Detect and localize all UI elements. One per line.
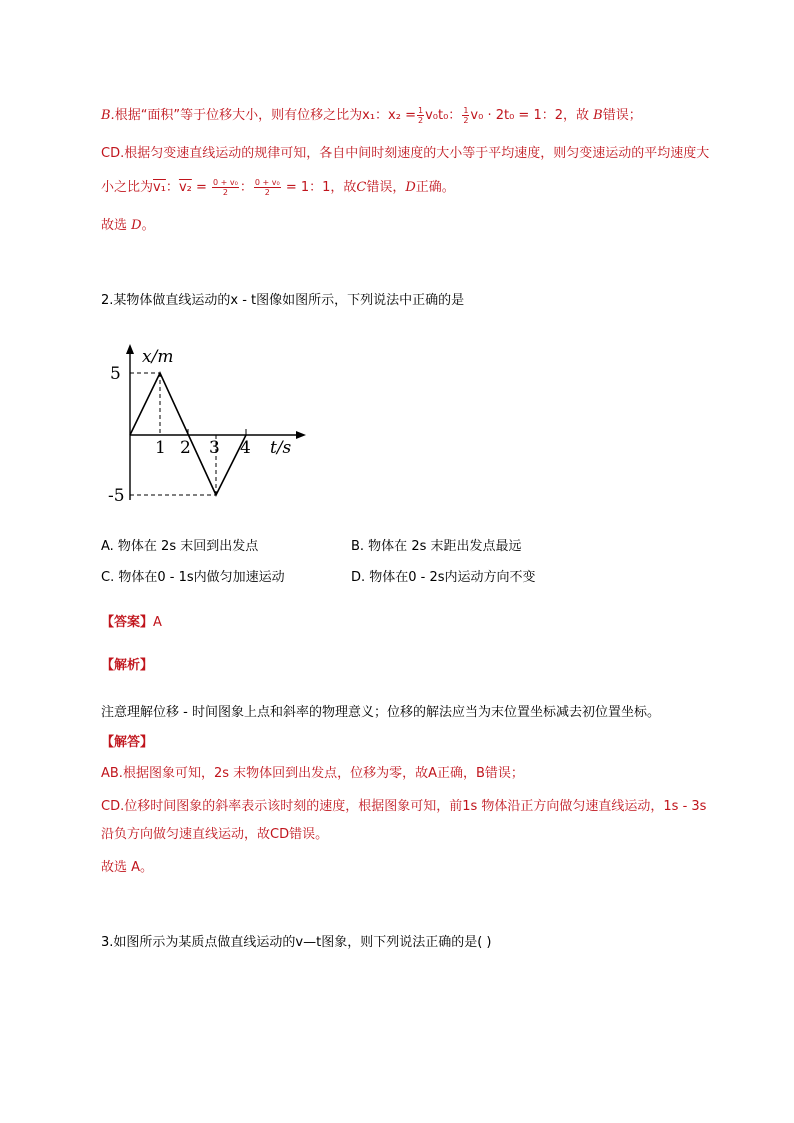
y-axis-arrow xyxy=(126,344,134,354)
answer-tag: 【答案】 xyxy=(101,615,154,630)
fraction: $\frac{1}{2}$ xyxy=(418,106,424,125)
q2-answer xyxy=(101,613,162,633)
q2-solution-tag: 【解答】 xyxy=(101,735,154,750)
q2-analysis-tag: 【解析】 xyxy=(101,658,154,673)
q3-stem: 3.如图所示为某质点做直线运动的v—t图象，则下列说法正确的是( ) xyxy=(101,935,492,950)
answer-value: A xyxy=(153,615,162,630)
y-tick-pos: 5 xyxy=(110,364,121,384)
x-tick-label: 3 xyxy=(209,438,220,458)
x-tick-label: 1 xyxy=(155,438,166,458)
q2-solution-ab: AB.根据图象可知，2s 末物体回到出发点，位移为零，故A正确，B错误； xyxy=(101,766,524,781)
q2-stem: 2.某物体做直线运动的x - t图像如图所示，下列说法中正确的是 xyxy=(101,293,465,308)
q1-choose: 故选 D。 xyxy=(101,218,155,233)
q2-option-a[interactable]: A. 物体在 2s 末回到出发点 xyxy=(101,539,259,554)
x-tick-label: 4 xyxy=(240,438,251,458)
q2-xt-graph xyxy=(100,340,320,510)
q2-solution-cd1: CD.位移时间图象的斜率表示该时刻的速度，根据图象可知，前1s 物体沿正方向做匀速直线运动，1s - 3s xyxy=(101,799,707,814)
q2-option-b[interactable]: B. 物体在 2s 末距出发点最远 xyxy=(351,539,522,554)
fraction: $\frac{\text{0 + v₀}}{2}$ xyxy=(213,178,238,197)
q1-cd-line2: 小之比为v₁：v₂ = $\frac{\text{0 + v₀}}{2}$ ： $\frac{\text{0 + v₀}}{2}$ = 1：1，故C错误，D正确。 xyxy=(101,178,455,197)
fraction: $\frac{\text{0 + v₀}}{2}$ xyxy=(254,178,280,197)
q2-option-c[interactable]: C. 物体在0 - 1s内做匀加速运动 xyxy=(101,570,285,585)
y-axis-label: x/m xyxy=(142,347,174,367)
q2-analysis-text: 注意理解位移 - 时间图象上点和斜率的物理意义；位移的解法应当为末位置坐标减去初位置坐标。 xyxy=(101,705,660,720)
q1-cd-line1: CD.根据匀变速直线运动的规律可知，各自中间时刻速度的大小等于平均速度，则匀变速运动的平均速度大 xyxy=(101,146,710,161)
q1-b-line: B.根据“面积”等于位移大小，则有位移之比为x₁：x₂ = $\frac{1}{2}$ v₀t₀： $\frac{1}{2}$ v₀ · 2t₀ = 1：2，故 B错误； xyxy=(101,106,642,125)
q1-b-label: B. xyxy=(101,108,115,123)
q2-choose: 故选 A。 xyxy=(101,860,154,875)
y-tick-neg: -5 xyxy=(108,486,125,506)
fraction: $\frac{1}{2}$ xyxy=(463,106,469,125)
x-axis-label: t/s xyxy=(270,438,292,458)
x-axis-arrow xyxy=(296,431,306,439)
q2-solution-cd2: 沿负方向做匀速直线运动，故CD错误。 xyxy=(101,827,329,842)
q2-option-d[interactable]: D. 物体在0 - 2s内运动方向不变 xyxy=(351,570,536,585)
x-tick-label: 2 xyxy=(180,438,191,458)
